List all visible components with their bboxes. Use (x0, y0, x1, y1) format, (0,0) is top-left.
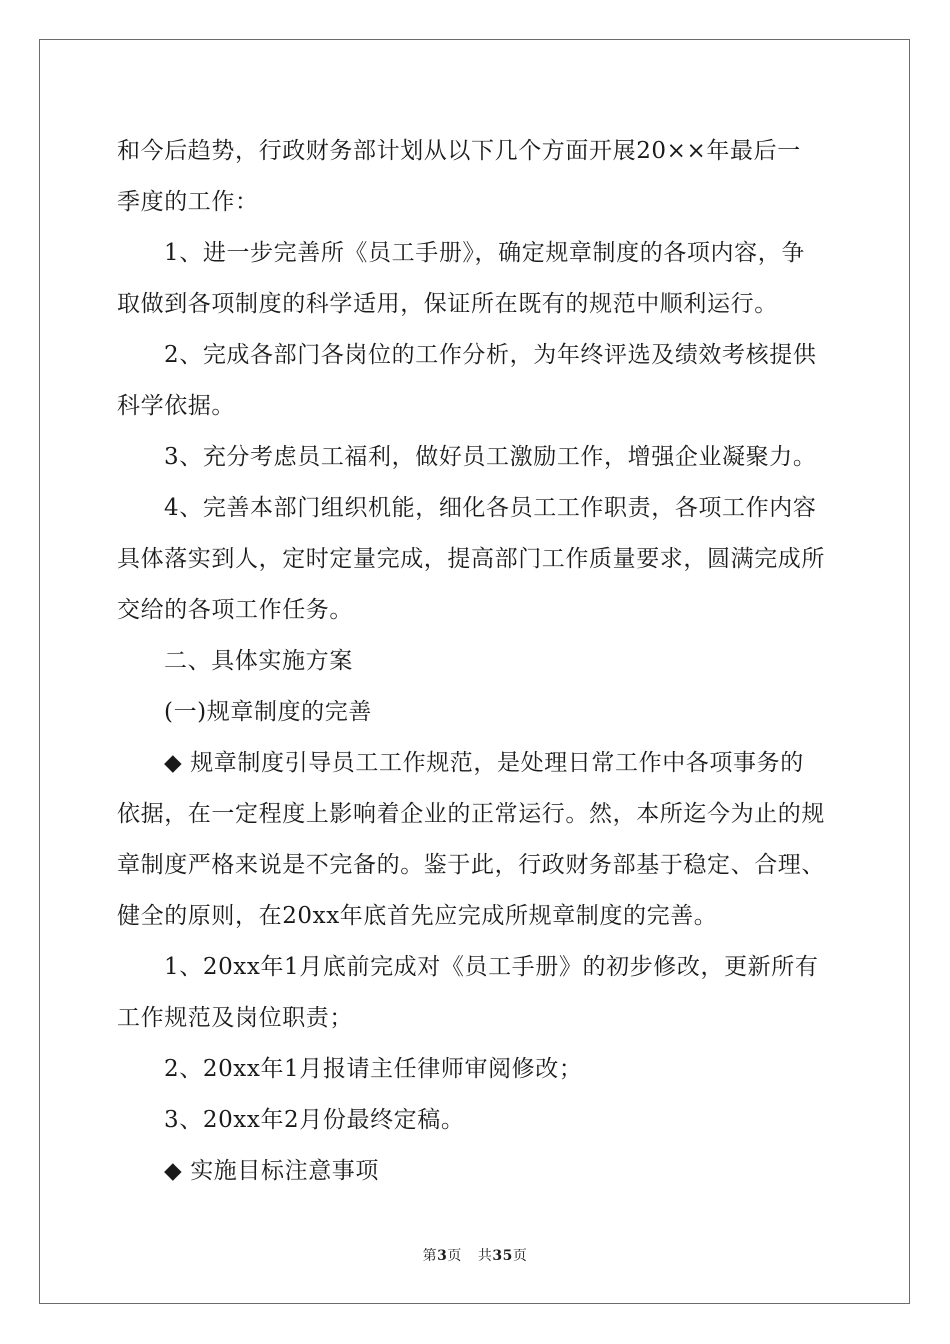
list-item-line: 取做到各项制度的科学适用，保证所在既有的规范中顺利运行。 (117, 291, 778, 317)
section-heading: 二、具体实施方案 (164, 648, 353, 674)
total-suffix: 页 (512, 1248, 528, 1264)
paragraph-line: 依据，在一定程度上影响着企业的正常运行。然，本所迄今为止的规 (117, 801, 825, 827)
list-item-line: 工作规范及岗位职责； (117, 1005, 353, 1031)
bullet-heading: ◆ 实施目标注意事项 (164, 1158, 379, 1184)
total-prefix: 共 (477, 1248, 493, 1264)
total-page-count: 35 (492, 1248, 513, 1264)
current-page-number: 3 (437, 1248, 448, 1264)
list-item-line: 1、进一步完善所《员工手册》，确定规章制度的各项内容，争 (164, 240, 805, 266)
list-item-line: 2、20xx年1月报请主任律师审阅修改； (164, 1056, 583, 1082)
page-prefix: 第 (422, 1248, 438, 1264)
list-item-line: 3、充分考虑员工福利，做好员工激励工作，增强企业凝聚力。 (164, 444, 817, 470)
paragraph-line: 和今后趋势，行政财务部计划从以下几个方面开展20××年最后一 (117, 138, 801, 164)
paragraph-line: 章制度严格来说是不完备的。鉴于此，行政财务部基于稳定、合理、 (117, 852, 825, 878)
list-item-line: 交给的各项工作任务。 (117, 597, 353, 623)
list-item-line: 1、20xx年1月底前完成对《员工手册》的初步修改，更新所有 (164, 954, 819, 980)
paragraph-line: 季度的工作： (117, 189, 259, 215)
paragraph-line: 健全的原则，在20xx年底首先应完成所规章制度的完善。 (117, 903, 718, 929)
list-item-line: 2、完成各部门各岗位的工作分析，为年终评选及绩效考核提供 (164, 342, 817, 368)
bullet-paragraph-line: ◆ 规章制度引导员工工作规范，是处理日常工作中各项事务的 (164, 750, 804, 776)
subsection-heading: (一)规章制度的完善 (164, 699, 372, 725)
list-item-line: 4、完善本部门组织机能，细化各员工工作职责，各项工作内容 (164, 495, 817, 521)
list-item-line: 具体落实到人，定时定量完成，提高部门工作质量要求，圆满完成所 (117, 546, 825, 572)
page-footer (0, 1245, 950, 1265)
page-suffix: 页 (447, 1248, 462, 1264)
list-item-line: 科学依据。 (117, 393, 235, 419)
list-item-line: 3、20xx年2月份最终定稿。 (164, 1107, 465, 1133)
document-body (117, 126, 837, 1197)
